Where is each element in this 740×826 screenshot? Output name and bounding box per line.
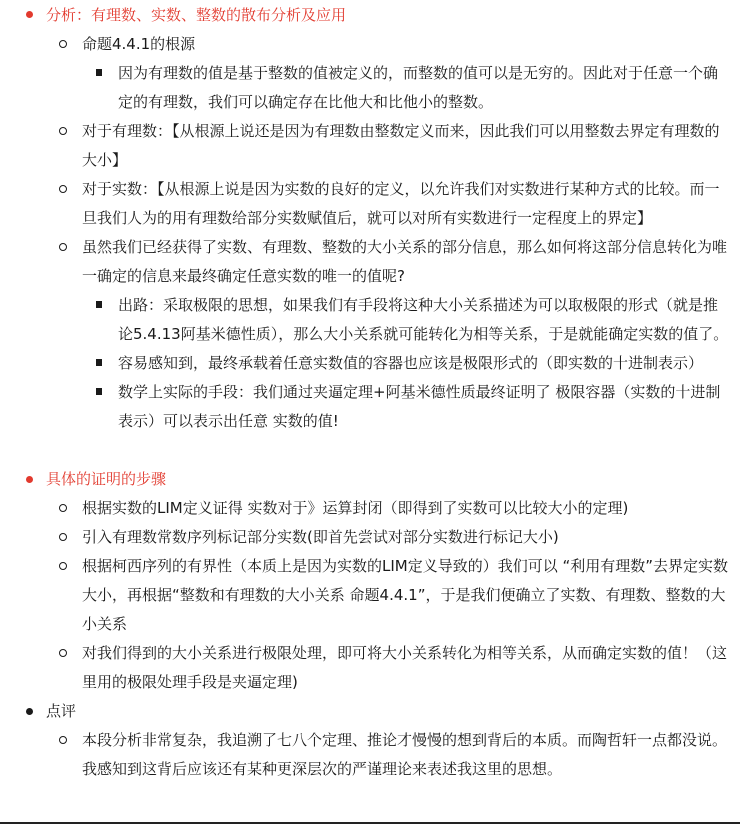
square-bullet-icon <box>96 69 102 76</box>
circle-bullet-icon <box>59 562 67 570</box>
circle-bullet-icon <box>59 185 67 193</box>
square-bullet-icon <box>96 388 102 395</box>
circle-bullet-icon <box>59 40 67 48</box>
disc-bullet-icon <box>26 476 33 483</box>
list-item: 对于有理数：【从根源上说还是因为有理数由整数定义而来，因此我们可以用整数去界定有理数的大小】 <box>0 117 740 175</box>
circle-bullet-icon <box>59 243 67 251</box>
list-item: 对我们得到的大小关系进行极限处理，即可将大小关系转化为相等关系，从而确定实数的值！（这里用的极限处理手段是夹逼定理) <box>0 639 740 697</box>
circle-bullet-icon <box>59 736 67 744</box>
list-item: 根据柯西序列的有界性（本质上是因为实数的LIM定义导致的）我们可以 “利用有理数”去界定实数大小，再根据“整数和有理数的大小关系 命题4.4.1”，于是我们便确立了实数、有理数、整数的大小关系 <box>0 552 740 639</box>
section-proof-steps-heading: 具体的证明的步骤 <box>0 465 740 494</box>
blank-line <box>0 436 740 465</box>
list-item: 引入有理数常数序列标记部分实数(即首先尝试对部分实数进行标记大小) <box>0 523 740 552</box>
circle-bullet-icon <box>59 504 67 512</box>
list-item: 数学上实际的手段：我们通过夹逼定理+阿基米德性质最终证明了 极限容器（实数的十进制表示）可以表示出任意 实数的值! <box>0 378 740 436</box>
section-analysis-heading: 分析：有理数、实数、整数的散布分析及应用 <box>0 0 740 30</box>
disc-bullet-icon <box>26 708 33 715</box>
bottom-divider <box>0 822 740 824</box>
list-item: 容易感知到，最终承载着任意实数值的容器也应该是极限形式的（即实数的十进制表示） <box>0 349 740 378</box>
circle-bullet-icon <box>59 533 67 541</box>
list-item: 因为有理数的值是基于整数的值被定义的，而整数的值可以是无穷的。因此对于任意一个确定的有理数，我们可以确定存在比他大和比他小的整数。 <box>0 59 740 117</box>
disc-bullet-icon <box>26 11 33 18</box>
list-item: 出路：采取极限的思想，如果我们有手段将这种大小关系描述为可以取极限的形式（就是推论5.4.13阿基米德性质），那么大小关系就可能转化为相等关系，于是就能确定实数的值了。 <box>0 291 740 349</box>
circle-bullet-icon <box>59 649 67 657</box>
circle-bullet-icon <box>59 127 67 135</box>
square-bullet-icon <box>96 301 102 308</box>
section-review-heading: 点评 <box>0 697 740 726</box>
square-bullet-icon <box>96 359 102 366</box>
list-item: 本段分析非常复杂，我追溯了七八个定理、推论才慢慢的想到背后的本质。而陶哲轩一点都没说。我感知到这背后应该还有某种更深层次的严谨理论来表述我这里的思想。 <box>0 726 740 784</box>
list-item: 根据实数的LIM定义证得 实数对于》运算封闭（即得到了实数可以比较大小的定理) <box>0 494 740 523</box>
list-item: 命题4.4.1的根源 <box>0 30 740 59</box>
list-item: 对于实数：【从根源上说是因为实数的良好的定义，以允许我们对实数进行某种方式的比较。而一旦我们人为的用有理数给部分实数赋值后，就可以对所有实数进行一定程度上的界定】 <box>0 175 740 233</box>
list-item: 虽然我们已经获得了实数、有理数、整数的大小关系的部分信息，那么如何将这部分信息转化为唯一确定的信息来最终确定任意实数的唯一的值呢? <box>0 233 740 291</box>
